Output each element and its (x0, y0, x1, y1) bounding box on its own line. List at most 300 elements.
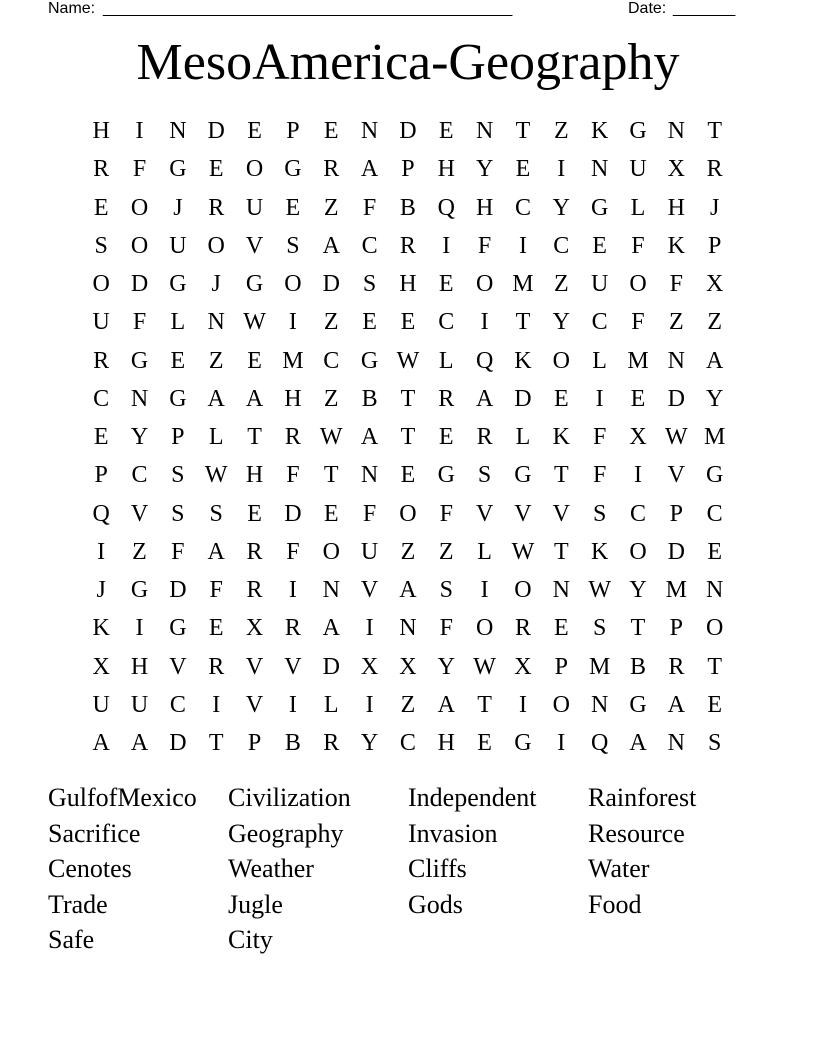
grid-letter[interactable]: M (282, 347, 304, 374)
grid-letter[interactable]: U (629, 156, 647, 183)
grid-letter[interactable]: X (92, 653, 110, 680)
grid-letter[interactable]: E (247, 118, 262, 144)
grid-letter[interactable]: W (588, 577, 611, 603)
grid-letter[interactable]: R (208, 653, 225, 680)
grid-letter[interactable]: Z (323, 194, 339, 221)
grid-letter[interactable]: W (511, 538, 535, 565)
grid-letter[interactable]: U (169, 232, 187, 259)
grid-letter[interactable]: T (247, 424, 262, 450)
grid-letter[interactable]: U (360, 538, 379, 565)
word-list-item: Invasion (408, 818, 498, 848)
grid-letter[interactable]: R (476, 424, 493, 450)
grid-letter[interactable]: B (399, 194, 416, 221)
grid-letter[interactable]: T (707, 653, 722, 680)
grid-letter[interactable]: L (438, 347, 454, 374)
grid-letter[interactable]: Q (590, 730, 609, 756)
grid-letter[interactable]: X (667, 156, 685, 183)
grid-letter[interactable]: F (171, 538, 185, 565)
grid-letter[interactable]: L (592, 347, 607, 374)
grid-letter[interactable]: A (360, 424, 379, 450)
grid-letter[interactable]: N (667, 347, 685, 374)
grid-letter[interactable]: E (707, 691, 722, 718)
grid-letter[interactable]: E (170, 347, 186, 374)
grid-letter[interactable]: F (439, 615, 453, 642)
grid-letter[interactable]: Z (553, 271, 569, 297)
grid-letter[interactable]: I (557, 730, 566, 756)
grid-letter[interactable]: Y (437, 653, 455, 680)
grid-letter[interactable]: B (629, 653, 646, 680)
grid-letter[interactable]: I (365, 615, 374, 642)
grid-letter[interactable]: H (245, 462, 264, 489)
grid-letter[interactable]: O (399, 500, 417, 527)
grid-letter[interactable]: Q (92, 500, 110, 527)
grid-letter[interactable]: N (475, 118, 494, 144)
grid-letter[interactable]: S (209, 500, 223, 527)
word-list-item: Jugle (228, 889, 283, 919)
grid-letter[interactable]: T (400, 385, 416, 412)
grid-letter[interactable]: X (360, 653, 379, 680)
grid-letter[interactable]: E (553, 385, 569, 412)
grid-letter[interactable]: C (514, 194, 531, 221)
grid-letter[interactable]: A (92, 730, 110, 756)
grid-letter[interactable]: Z (400, 538, 416, 565)
grid-letter[interactable]: P (707, 232, 722, 259)
grid-letter[interactable]: N (590, 156, 609, 183)
grid-letter[interactable]: S (171, 500, 185, 527)
grid-letter[interactable]: T (630, 615, 646, 642)
grid-letter[interactable]: Y (629, 577, 647, 603)
grid-letter[interactable]: A (360, 156, 379, 183)
grid-letter[interactable]: N (322, 577, 340, 603)
word-list-item: Weather (228, 854, 314, 884)
grid-letter[interactable]: R (399, 232, 416, 259)
grid-letter[interactable]: H (437, 730, 455, 756)
grid-letter[interactable]: G (130, 577, 149, 603)
grid-letter[interactable]: O (475, 271, 494, 297)
grid-letter[interactable]: B (284, 730, 301, 756)
grid-letter[interactable]: O (245, 156, 264, 183)
grid-letter[interactable]: R (284, 424, 301, 450)
grid-letter[interactable]: Z (553, 118, 569, 144)
grid-letter[interactable]: P (669, 615, 683, 642)
grid-letter[interactable]: Z (668, 309, 684, 336)
grid-letter[interactable]: O (552, 347, 570, 374)
grid-letter[interactable]: D (667, 538, 685, 565)
grid-letter[interactable]: F (592, 424, 607, 450)
grid-letter[interactable]: F (132, 309, 147, 336)
grid-letter[interactable]: D (169, 577, 187, 603)
grid-letter[interactable]: E (477, 730, 492, 756)
header (48, 0, 748, 20)
grid-letter[interactable]: W (319, 424, 343, 450)
grid-letter[interactable]: D (399, 118, 417, 144)
grid-letter[interactable]: R (93, 347, 110, 374)
grid-letter[interactable]: S (707, 730, 722, 756)
grid-letter[interactable]: X (245, 615, 264, 642)
grid-letter[interactable]: R (323, 156, 340, 183)
grid-letter[interactable]: Q (475, 347, 494, 374)
grid-letter[interactable]: F (631, 309, 645, 336)
grid-letter[interactable]: C (591, 309, 608, 336)
grid-letter[interactable]: J (710, 194, 720, 221)
grid-letter[interactable]: A (667, 691, 685, 718)
grid-letter[interactable]: I (97, 538, 106, 565)
grid-letter[interactable]: J (173, 194, 183, 221)
grid-letter[interactable]: E (208, 156, 224, 183)
grid-letter[interactable]: A (245, 385, 264, 412)
grid-letter[interactable]: I (365, 691, 374, 718)
grid-letter[interactable]: X (629, 424, 647, 450)
grid-letter[interactable]: U (92, 691, 110, 718)
grid-letter[interactable]: G (437, 462, 455, 489)
grid-letter[interactable]: F (362, 500, 377, 527)
grid-letter[interactable]: I (595, 385, 604, 412)
grid-letter[interactable]: Z (707, 309, 722, 336)
grid-letter[interactable]: A (130, 730, 149, 756)
grid-letter[interactable]: G (514, 462, 532, 489)
grid-letter[interactable]: A (437, 691, 455, 718)
grid-letter[interactable]: X (399, 653, 417, 680)
grid-letter[interactable]: T (477, 691, 492, 718)
grid-letter[interactable]: F (286, 538, 300, 565)
grid-letter[interactable]: F (209, 577, 223, 603)
grid-letter[interactable]: Y (475, 156, 494, 183)
grid-letter[interactable]: H (130, 653, 149, 680)
grid-letter[interactable]: O (207, 232, 225, 259)
grid-letter[interactable]: C (323, 347, 340, 374)
grid-letter[interactable]: T (400, 424, 416, 450)
grid-letter[interactable]: V (360, 577, 379, 603)
grid-letter[interactable]: S (592, 500, 607, 527)
grid-letter[interactable]: I (288, 691, 297, 718)
grid-letter[interactable]: Z (438, 538, 454, 565)
grid-letter[interactable]: A (322, 615, 340, 642)
grid-letter[interactable]: E (93, 424, 109, 450)
grid-letter[interactable]: O (552, 691, 570, 718)
grid-letter[interactable]: Y (552, 194, 570, 221)
grid-letter[interactable]: J (96, 577, 106, 603)
grid-letter[interactable]: P (94, 462, 108, 489)
grid-letter[interactable]: E (285, 194, 301, 221)
grid-letter[interactable]: A (207, 538, 225, 565)
grid-letter[interactable]: M (512, 271, 534, 297)
grid-letter[interactable]: T (208, 730, 224, 756)
grid-letter[interactable]: P (171, 424, 185, 450)
grid-letter[interactable]: R (706, 156, 723, 183)
grid-letter[interactable]: S (94, 232, 108, 259)
word-list-item: Cliffs (408, 854, 467, 884)
grid-letter[interactable]: V (284, 653, 302, 680)
grid-letter[interactable]: M (704, 424, 726, 450)
grid-letter[interactable]: O (92, 271, 110, 297)
grid-letter[interactable]: E (93, 194, 109, 221)
grid-letter[interactable]: P (669, 500, 683, 527)
grid-letter[interactable]: Z (400, 691, 416, 718)
grid-letter[interactable]: P (286, 118, 300, 144)
grid-letter[interactable]: F (631, 232, 645, 259)
grid-letter[interactable]: G (169, 615, 187, 642)
grid-letter[interactable]: L (630, 194, 646, 221)
grid-letter[interactable]: I (212, 691, 221, 718)
grid-letter[interactable]: H (92, 118, 110, 144)
grid-letter[interactable]: R (514, 615, 531, 642)
grid-letter[interactable]: C (553, 232, 570, 259)
grid-letter[interactable]: G (169, 385, 187, 412)
grid-letter[interactable]: V (552, 500, 570, 527)
grid-letter[interactable]: W (396, 347, 420, 374)
grid-letter[interactable]: D (322, 271, 340, 297)
grid-letter[interactable]: W (204, 462, 228, 489)
grid-letter[interactable]: F (592, 462, 607, 489)
grid-letter[interactable]: J (211, 271, 221, 297)
grid-letter[interactable]: F (286, 462, 300, 489)
grid-letter[interactable]: G (514, 730, 532, 756)
grid-letter[interactable]: Z (323, 309, 339, 336)
grid-letter[interactable]: N (667, 730, 685, 756)
grid-letter[interactable]: L (208, 424, 224, 450)
grid-letter[interactable]: I (518, 691, 527, 718)
word-list-item: City (228, 925, 273, 955)
grid-letter[interactable]: O (514, 577, 532, 603)
grid-letter[interactable]: U (92, 309, 110, 336)
grid-letter[interactable]: U (130, 691, 149, 718)
grid-letter[interactable]: I (480, 309, 489, 336)
grid-letter[interactable]: G (169, 271, 187, 297)
grid-letter[interactable]: C (629, 500, 646, 527)
grid-letter[interactable]: E (707, 538, 722, 565)
grid-letter[interactable]: O (130, 194, 149, 221)
grid-letter[interactable]: S (439, 577, 453, 603)
grid-letter[interactable]: K (590, 118, 609, 144)
grid-letter[interactable]: R (668, 653, 685, 680)
grid-letter[interactable]: O (706, 615, 724, 642)
grid-letter[interactable]: X (514, 653, 532, 680)
word-list-item: Water (588, 854, 650, 884)
grid-letter[interactable]: E (323, 118, 339, 144)
grid-letter[interactable]: S (477, 462, 492, 489)
grid-letter[interactable]: B (361, 385, 378, 412)
grid-letter[interactable]: T (707, 118, 722, 144)
grid-letter[interactable]: L (170, 309, 186, 336)
grid-letter[interactable]: A (629, 730, 647, 756)
grid-letter[interactable]: L (515, 424, 531, 450)
grid-letter[interactable]: H (667, 194, 685, 221)
grid-letter[interactable]: D (322, 653, 340, 680)
grid-letter[interactable]: Y (706, 385, 724, 412)
grid-letter[interactable]: E (208, 615, 224, 642)
grid-letter[interactable]: N (667, 118, 685, 144)
grid-letter[interactable]: R (323, 730, 340, 756)
grid-letter[interactable]: W (473, 653, 496, 680)
grid-letter[interactable]: V (475, 500, 494, 527)
grid-letter[interactable]: M (627, 347, 649, 374)
grid-letter[interactable]: C (399, 730, 416, 756)
grid-letter[interactable]: A (475, 385, 494, 412)
grid-letter[interactable]: U (590, 271, 609, 297)
grid-letter[interactable]: I (135, 615, 144, 642)
grid-letter[interactable]: R (246, 538, 263, 565)
grid-letter[interactable]: N (360, 118, 379, 144)
grid-letter[interactable]: O (629, 271, 647, 297)
grid-letter[interactable]: A (706, 347, 724, 374)
grid-letter[interactable]: L (477, 538, 492, 565)
grid-letter[interactable]: F (669, 271, 683, 297)
grid-letter[interactable]: V (169, 653, 187, 680)
grid-letter[interactable]: S (362, 271, 377, 297)
grid-letter[interactable]: D (169, 730, 187, 756)
grid-letter[interactable]: T (323, 462, 339, 489)
grid-letter[interactable]: F (477, 232, 492, 259)
grid-letter[interactable]: I (557, 156, 566, 183)
grid-letter[interactable]: Z (208, 347, 224, 374)
grid-letter[interactable]: K (92, 615, 110, 642)
grid-letter[interactable]: V (245, 653, 264, 680)
grid-letter[interactable]: G (706, 462, 724, 489)
grid-letter[interactable]: O (284, 271, 302, 297)
grid-letter[interactable]: C (169, 691, 186, 718)
grid-letter[interactable]: D (667, 385, 685, 412)
grid-letter[interactable]: Q (437, 194, 455, 221)
grid-letter[interactable]: S (286, 232, 300, 259)
grid-letter[interactable]: C (706, 500, 723, 527)
grid-letter[interactable]: P (247, 730, 262, 756)
grid-letter[interactable]: E (515, 156, 531, 183)
grid-letter[interactable]: Y (552, 309, 570, 336)
grid-letter[interactable]: H (284, 385, 302, 412)
grid-letter[interactable]: A (399, 577, 417, 603)
grid-letter[interactable]: Y (360, 730, 379, 756)
grid-letter[interactable]: L (323, 691, 339, 718)
grid-letter[interactable]: T (515, 309, 531, 336)
grid-letter[interactable]: A (322, 232, 340, 259)
grid-letter[interactable]: D (207, 118, 225, 144)
grid-letter[interactable]: D (130, 271, 149, 297)
grid-letter[interactable]: F (362, 194, 377, 221)
grid-letter[interactable]: S (592, 615, 607, 642)
grid-letter[interactable]: E (438, 118, 454, 144)
grid-letter[interactable]: V (514, 500, 532, 527)
grid-letter[interactable]: G (284, 156, 302, 183)
word-list (48, 780, 768, 958)
grid-letter[interactable]: X (706, 271, 724, 297)
grid-letter[interactable]: W (665, 424, 688, 450)
grid-letter[interactable]: C (361, 232, 378, 259)
grid-letter[interactable]: F (439, 500, 453, 527)
grid-letter[interactable]: E (400, 462, 416, 489)
grid-letter[interactable]: E (362, 309, 377, 336)
grid-letter[interactable]: N (130, 385, 149, 412)
grid-letter[interactable]: M (665, 577, 687, 603)
grid-letter[interactable]: K (514, 347, 532, 374)
grid-letter[interactable]: K (667, 232, 685, 259)
grid-letter[interactable]: G (629, 118, 647, 144)
grid-letter[interactable]: R (208, 194, 225, 221)
grid-letter[interactable]: V (667, 462, 685, 489)
grid-letter[interactable]: C (438, 309, 455, 336)
grid-letter[interactable]: N (360, 462, 379, 489)
grid-letter[interactable]: O (130, 232, 149, 259)
grid-letter[interactable]: E (247, 500, 262, 527)
grid-letter[interactable]: G (629, 691, 647, 718)
grid-letter[interactable]: I (442, 232, 451, 259)
grid-letter[interactable]: N (552, 577, 570, 603)
grid-letter[interactable]: C (93, 385, 110, 412)
grid-letter[interactable]: M (588, 653, 611, 680)
grid-letter[interactable]: N (207, 309, 225, 336)
grid-letter[interactable]: N (590, 691, 609, 718)
grid-letter[interactable]: E (247, 347, 262, 374)
grid-letter[interactable]: E (592, 232, 607, 259)
grid-letter[interactable]: R (284, 615, 301, 642)
grid-letter[interactable]: G (245, 271, 264, 297)
grid-letter[interactable]: S (171, 462, 185, 489)
grid-letter[interactable]: G (130, 347, 149, 374)
name-field[interactable]: ______________________________________________ (103, 0, 513, 17)
grid-letter[interactable]: T (515, 118, 531, 144)
grid-letter[interactable]: R (93, 156, 110, 183)
grid-letter[interactable]: K (590, 538, 609, 565)
grid-letter[interactable]: V (130, 500, 149, 527)
grid-letter[interactable]: D (284, 500, 302, 527)
grid-letter[interactable]: V (245, 691, 264, 718)
grid-letter[interactable]: N (399, 615, 417, 642)
grid-letter[interactable]: I (288, 309, 297, 336)
grid-letter[interactable]: D (514, 385, 532, 412)
grid-letter[interactable]: C (131, 462, 148, 489)
grid-letter[interactable]: R (246, 577, 263, 603)
grid-letter[interactable]: I (633, 462, 642, 489)
grid-letter[interactable]: G (590, 194, 609, 221)
grid-letter[interactable]: O (475, 615, 494, 642)
grid-letter[interactable]: T (553, 538, 569, 565)
grid-letter[interactable]: H (437, 156, 455, 183)
grid-letter[interactable]: T (553, 462, 569, 489)
grid-letter[interactable]: U (245, 194, 264, 221)
grid-letter[interactable]: E (323, 500, 339, 527)
grid-letter[interactable]: F (132, 156, 147, 183)
grid-letter[interactable]: Z (323, 385, 339, 412)
grid-letter[interactable]: E (438, 271, 454, 297)
grid-letter[interactable]: Y (130, 424, 149, 450)
grid-letter[interactable]: W (243, 309, 266, 336)
grid-letter[interactable]: O (322, 538, 340, 565)
grid-letter[interactable]: I (480, 577, 489, 603)
grid-letter[interactable]: I (288, 577, 297, 603)
grid-letter[interactable]: E (630, 385, 646, 412)
grid-letter[interactable]: H (399, 271, 417, 297)
grid-letter[interactable]: V (245, 232, 264, 259)
grid-letter[interactable]: R (438, 385, 455, 412)
grid-letter[interactable]: N (169, 118, 187, 144)
grid-letter[interactable]: H (475, 194, 494, 221)
grid-letter[interactable]: E (553, 615, 569, 642)
grid-letter[interactable]: I (518, 232, 527, 259)
word-list-item: Rainforest (588, 783, 697, 812)
grid-letter[interactable]: I (135, 118, 144, 144)
grid-letter[interactable]: E (400, 309, 416, 336)
grid-letter[interactable]: Z (132, 538, 147, 565)
grid-letter[interactable]: G (360, 347, 379, 374)
grid-letter[interactable]: G (169, 156, 187, 183)
grid-letter[interactable]: E (438, 424, 454, 450)
grid-letter[interactable]: P (401, 156, 415, 183)
grid-letter[interactable]: O (629, 538, 647, 565)
grid-letter[interactable]: N (706, 577, 724, 603)
grid-letter[interactable]: P (554, 653, 568, 680)
grid-letter[interactable]: K (552, 424, 570, 450)
grid-letter[interactable]: A (207, 385, 225, 412)
date-field[interactable]: _______ (673, 0, 736, 17)
